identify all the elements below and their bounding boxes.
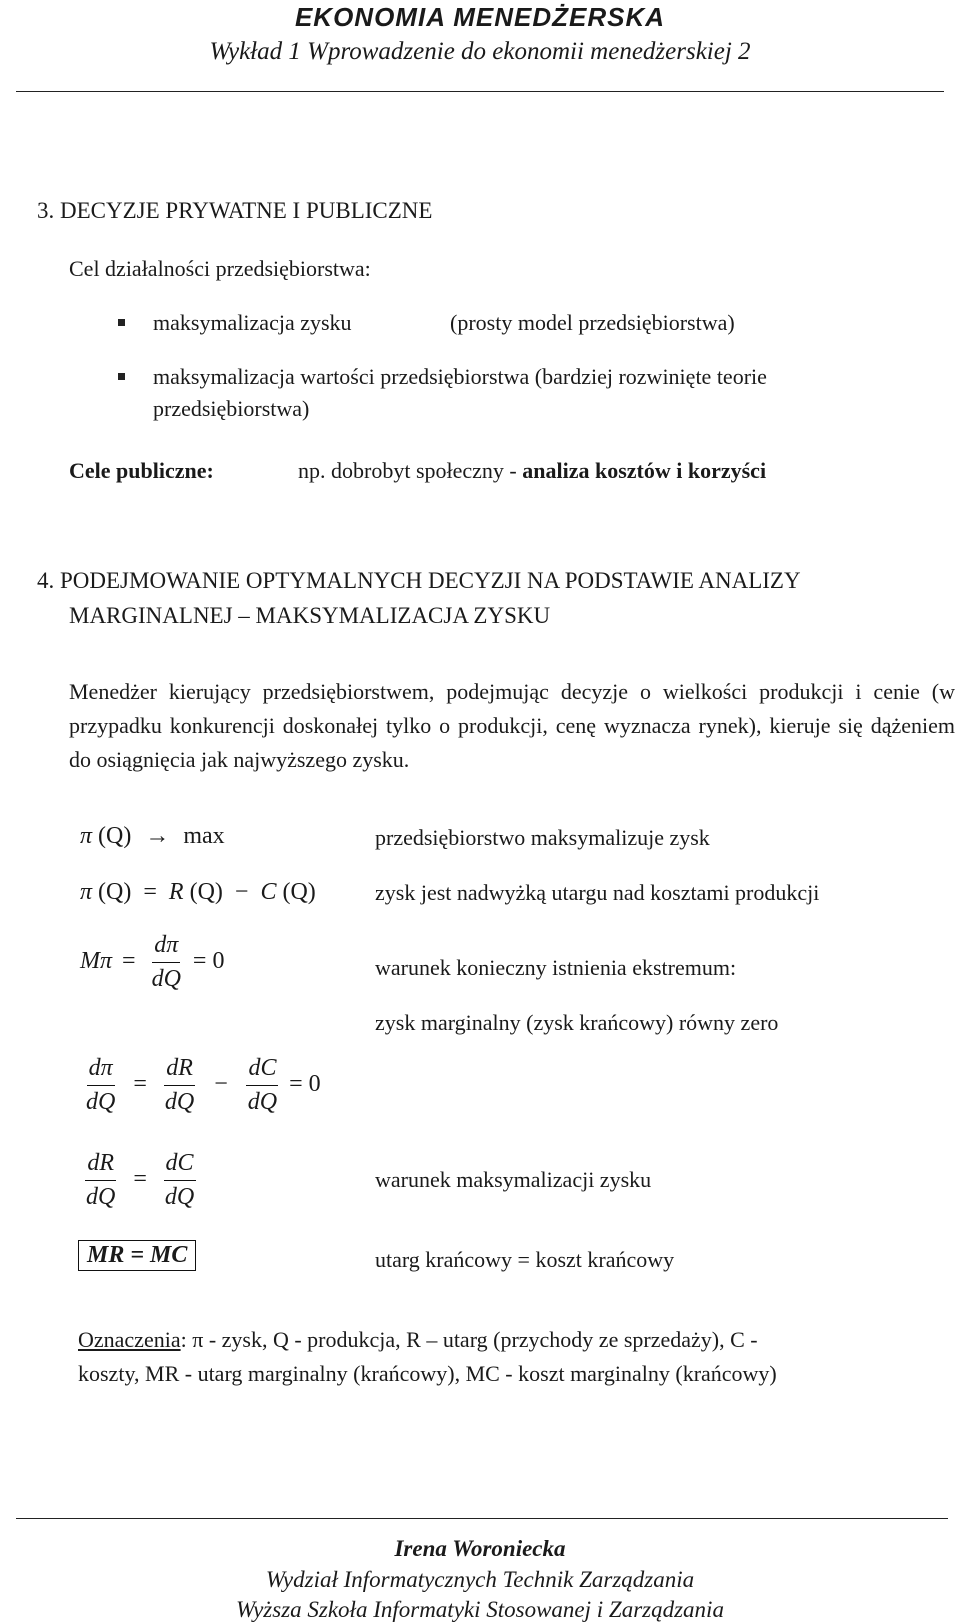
header-divider [16,91,944,92]
symbol-pi: π [80,823,93,849]
symbol-r: R [168,879,184,905]
symbol-equals: = [133,1166,147,1193]
symbol-equals: = [143,879,157,905]
footer-author: Irena Woroniecka [394,1536,566,1561]
numerator: dC [164,1150,196,1181]
notation-line1 [78,1327,758,1353]
numerator: dπ [87,1055,115,1086]
section4-paragraph: Menedżer kierujący przedsiębiorstwem, podejmując decyzje o wielkości produkcji i cenie (w przypadku konkurencji doskonałej tylko o produkcji, cenę wyznacza rynek), kieruje się dążeniem do osiągnięcia jak najwyższego zysku. [69,679,955,772]
numerator: dC [246,1055,278,1086]
fraction-dpi-dq [150,932,183,993]
denominator: dQ [151,966,181,992]
symbol-equals: = [122,948,136,975]
numerator: dR [85,1150,116,1181]
symbol-equals-zero: = 0 [289,1071,321,1098]
symbol-minus: − [214,1071,228,1098]
symbol-equals-zero: = 0 [192,948,225,975]
equation-profit-definition [80,879,316,906]
denominator: dQ [247,1089,278,1115]
bullet-icon [118,319,125,326]
eq1-description: przedsiębiorstwo maksymalizuje zysk [375,825,710,850]
public-label: Cele publiczne: [69,458,214,483]
eq2-description: zysk jest nadwyżką utargu nad kosztami produkcji [375,880,820,905]
section4-heading-line2: MARGINALNEJ – MAKSYMALIZACJA ZYSKU [69,603,551,628]
fraction-dc-dq [163,1150,196,1211]
public-text: np. dobrobyt społeczny - [298,458,517,483]
symbol-q: (Q) [282,879,316,905]
numerator: dR [164,1055,195,1086]
boxed-equation-mr-mc: MR = MC [78,1240,196,1271]
symbol-max: max [183,823,225,849]
eq5-description: warunek maksymalizacji zysku [375,1167,652,1192]
bullet1-text: maksymalizacja zysku [153,310,352,335]
header-subtitle: Wykład 1 Wprowadzenie do ekonomii menedżerskiej 2 [209,38,751,65]
fraction-dc-dq [246,1055,279,1116]
fraction-dr-dq [84,1150,117,1211]
symbol-q: (Q) [98,879,132,905]
bullet2-line2: przedsiębiorstwa) [153,396,310,421]
bullet1-note: (prosty model przedsiębiorstwa) [450,310,735,335]
symbol-marginal-profit: Mπ [80,948,113,975]
footer-school: Wyższa Szkoła Informatyki Stosowanej i Zarządzania [236,1597,724,1622]
bullet-icon [118,373,125,380]
bullet2-line1: maksymalizacja wartości przedsiębiorstwa (bardziej rozwinięte teorie [153,364,767,389]
header-title: EKONOMIA MENEDŻERSKA [294,2,666,32]
arrow-icon: → [145,823,170,849]
symbol-equals: = [133,1071,147,1098]
symbol-q: (Q) [189,879,223,905]
denominator: dQ [164,1089,195,1115]
equation-derivative [80,1055,321,1116]
footer-divider [16,1518,948,1519]
section3-heading: 3. DECYZJE PRYWATNE I PUBLICZNE [37,198,433,223]
denominator: dQ [86,1089,116,1115]
eq3-description-1: warunek konieczny istnienia ekstremum: [375,955,737,980]
public-goals [298,458,766,484]
section4-heading-line1: 4. PODEJMOWANIE OPTYMALNYCH DECYZJI NA PODSTAWIE ANALIZY [37,568,801,593]
public-bold: analiza kosztów i korzyści [522,458,767,483]
equation-max-condition [80,1150,200,1211]
symbol-q: (Q) [98,823,132,849]
notation-line2: koszty, MR - utarg marginalny (krańcowy), MC - koszt marginalny (krańcowy) [78,1361,777,1386]
fraction-dpi-dq [84,1055,117,1116]
eq3-description-2: zysk marginalny (zysk krańcowy) równy zero [375,1010,779,1035]
numerator: dπ [152,932,180,963]
notation-label: Oznaczenia [78,1327,181,1352]
notation-text-1: : π - zysk, Q - produkcja, R – utarg (przychody ze sprzedaży), C - [180,1327,758,1352]
symbol-c: C [260,879,277,905]
eq6-description: utarg krańcowy = koszt krańcowy [375,1247,675,1272]
equation-marginal-profit [80,932,224,993]
fraction-dr-dq [163,1055,196,1116]
symbol-pi: π [80,879,93,905]
goal-label: Cel działalności przedsiębiorstwa: [69,256,371,281]
footer-faculty: Wydział Informatycznych Technik Zarządzania [265,1567,695,1592]
denominator: dQ [86,1184,116,1210]
symbol-minus: − [234,879,249,905]
equation-profit-max [80,823,225,850]
denominator: dQ [164,1184,195,1210]
